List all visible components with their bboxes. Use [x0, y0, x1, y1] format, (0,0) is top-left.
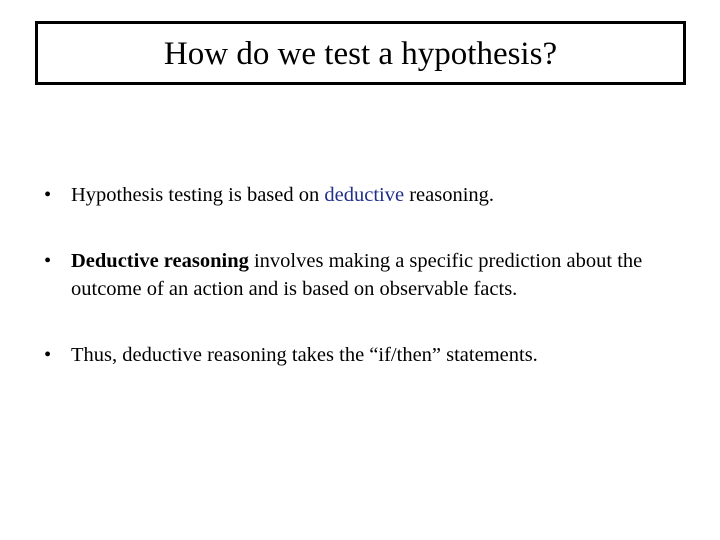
bullet-text-end: reasoning.: [404, 184, 495, 206]
bullet-list: [44, 181, 684, 369]
bullet-icon: •: [44, 250, 52, 272]
slide-title: How do we test a hypothesis?: [163, 35, 558, 72]
bullet-text: Thus, deductive reasoning takes the “if/then” statements.: [71, 344, 538, 366]
bold-term: Deductive reasoning: [71, 250, 249, 272]
bullet-text: involves making a specific prediction about the outcome of an action and is based on observable facts.: [71, 250, 643, 300]
highlighted-term: deductive: [324, 184, 405, 206]
bullet-item: [44, 181, 684, 209]
bullet-item: [44, 247, 684, 303]
bullet-icon: •: [44, 344, 52, 366]
bullet-item: [44, 341, 684, 369]
bullet-icon: •: [44, 184, 52, 206]
title-box: [35, 21, 686, 85]
bullet-text-start: Hypothesis testing is based on: [71, 184, 325, 206]
